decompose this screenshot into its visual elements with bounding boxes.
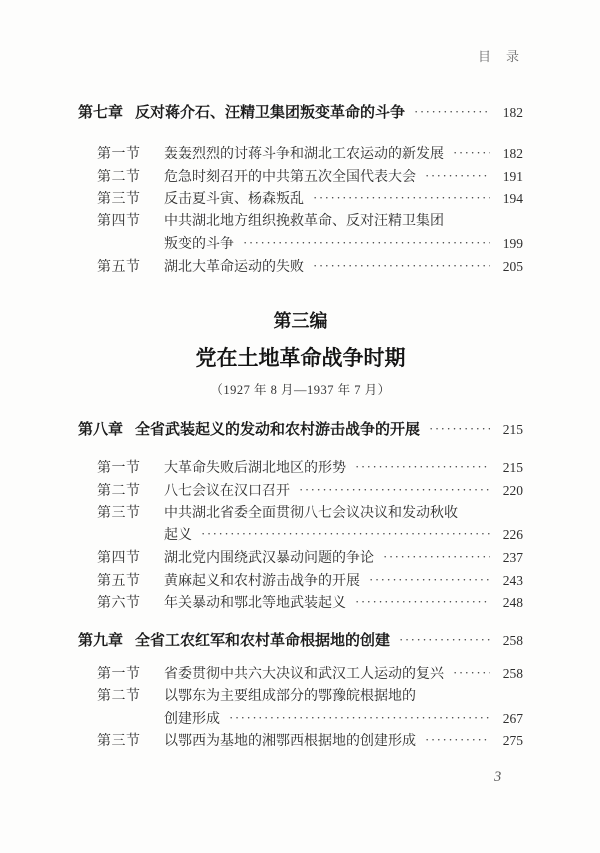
toc-section-entry xyxy=(78,570,523,593)
toc-header: 目 录 xyxy=(477,49,520,64)
toc-chapter-entry xyxy=(78,102,523,124)
chapter-label: 第七章 xyxy=(78,104,124,121)
page-ref: 182 xyxy=(502,146,523,161)
page-ref: 215 xyxy=(502,460,523,476)
chapter-title: 全省武装起义的发动和农村游击战争的开展 xyxy=(135,421,421,439)
section-title: 湖北大革命运动的失败 xyxy=(164,259,304,275)
part-label: 第三编 xyxy=(273,311,328,332)
page-ref: 237 xyxy=(502,550,523,566)
section-label: 第一节 xyxy=(97,461,141,477)
chapter-title: 反对蒋介石、汪精卫集团叛变革命的斗争 xyxy=(135,104,406,121)
page-ref: 275 xyxy=(502,733,523,749)
page-ref: 258 xyxy=(502,633,523,649)
dot-leader xyxy=(399,629,490,651)
toc-chapter-entry xyxy=(78,419,523,441)
section-title: 大革命失败后湖北地区的形势 xyxy=(164,461,346,477)
toc-section-continuation xyxy=(78,524,523,547)
dot-leader xyxy=(425,165,490,187)
toc-section-continuation xyxy=(78,708,523,731)
section-label: 第一节 xyxy=(97,667,141,683)
chapter-title: 全省工农红军和农村革命根据地的创建 xyxy=(135,632,391,650)
section-title-continued: 起义 xyxy=(164,528,192,544)
page-ref: 199 xyxy=(502,235,523,251)
section-title: 省委贯彻中共六大决议和武汉工人运动的复兴 xyxy=(164,667,444,683)
section-title: 以鄂东为主要组成部分的鄂豫皖根据地的 xyxy=(164,688,416,704)
dot-leader xyxy=(453,662,490,684)
section-title: 中共湖北省委全面贯彻八七会议决议和发动秋收 xyxy=(164,505,458,521)
page-ref: 267 xyxy=(502,710,523,726)
toc-section-entry xyxy=(78,457,523,480)
toc-section-entry xyxy=(78,143,523,166)
section-title: 黄麻起义和农村游击战争的开展 xyxy=(164,573,360,589)
toc-section-entry xyxy=(78,480,523,503)
toc-section-entry xyxy=(78,256,523,279)
section-title: 危急时刻召开的中共第五次全国代表大会 xyxy=(164,169,416,185)
toc-section-entry xyxy=(78,503,523,525)
dot-leader xyxy=(299,479,490,501)
page-ref: 194 xyxy=(502,191,523,207)
section-label: 第二节 xyxy=(97,688,141,704)
folio-page-number: 3 xyxy=(494,769,502,785)
dot-leader xyxy=(429,418,490,440)
dot-leader xyxy=(243,232,490,254)
section-title: 以鄂西为基地的湘鄂西根据地的创建形成 xyxy=(164,734,416,750)
toc-section-entry xyxy=(78,592,523,615)
toc-section-entry xyxy=(78,166,523,189)
dot-leader xyxy=(313,187,490,209)
toc-section-entry xyxy=(78,663,523,686)
toc-body xyxy=(0,102,600,753)
chapter9-sections xyxy=(78,663,523,753)
toc-chapter-entry xyxy=(78,630,523,652)
section-title-continued: 创建形成 xyxy=(164,711,220,727)
dot-leader xyxy=(313,255,490,277)
chapter-label: 第八章 xyxy=(78,421,124,439)
toc-section-entry xyxy=(78,730,523,753)
page-ref: 191 xyxy=(502,168,523,184)
dot-leader xyxy=(355,456,490,478)
toc-section-entry xyxy=(78,686,523,708)
section-label: 第五节 xyxy=(97,259,141,275)
toc-section-entry xyxy=(78,188,523,211)
dot-leader xyxy=(201,523,490,545)
section-label: 第三节 xyxy=(97,192,141,208)
dot-leader xyxy=(383,546,490,568)
chapter-label: 第九章 xyxy=(78,632,124,650)
section-title: 轰轰烈烈的讨蒋斗争和湖北工农运动的新发展 xyxy=(164,147,444,162)
section-label: 第四节 xyxy=(97,551,141,567)
section-title: 年关暴动和鄂北等地武装起义 xyxy=(164,596,346,612)
page-ref: 220 xyxy=(502,482,523,498)
section-title: 反击夏斗寅、杨森叛乱 xyxy=(164,192,304,208)
dot-leader xyxy=(414,101,490,123)
dot-leader xyxy=(229,707,490,729)
dot-leader xyxy=(355,591,490,613)
part-title: 党在土地革命战争时期 xyxy=(195,347,406,371)
section-label: 第一节 xyxy=(97,147,141,162)
section-label: 第三节 xyxy=(97,734,141,750)
part-divider xyxy=(78,309,523,398)
dot-leader xyxy=(453,142,490,164)
dot-leader xyxy=(425,729,490,751)
section-label: 第五节 xyxy=(97,573,141,589)
page-ref: 258 xyxy=(502,666,523,682)
page-ref: 243 xyxy=(502,572,523,588)
page-ref: 215 xyxy=(502,422,523,438)
section-title: 湖北党内围绕武汉暴动问题的争论 xyxy=(164,551,374,567)
section-label: 第三节 xyxy=(97,505,141,521)
toc-section-continuation xyxy=(78,233,523,256)
toc-section-entry xyxy=(78,211,523,233)
page-ref: 226 xyxy=(502,527,523,543)
section-title-continued: 叛变的斗争 xyxy=(164,236,234,252)
chapter7-sections xyxy=(78,143,523,278)
section-label: 第六节 xyxy=(97,596,141,612)
section-label: 第二节 xyxy=(97,169,141,185)
section-title: 中共湖北地方组织挽救革命、反对汪精卫集团 xyxy=(164,214,444,230)
section-label: 第二节 xyxy=(97,483,141,499)
section-title: 八七会议在汉口召开 xyxy=(164,483,290,499)
part-period: （1927 年 8 月—1937 年 7 月） xyxy=(210,383,391,398)
chapter8-sections xyxy=(78,457,523,615)
page-ref: 182 xyxy=(502,105,523,120)
dot-leader xyxy=(369,569,490,591)
page-ref: 205 xyxy=(502,258,523,274)
page-ref: 248 xyxy=(502,595,523,611)
toc-section-entry xyxy=(78,547,523,570)
section-label: 第四节 xyxy=(97,214,141,230)
